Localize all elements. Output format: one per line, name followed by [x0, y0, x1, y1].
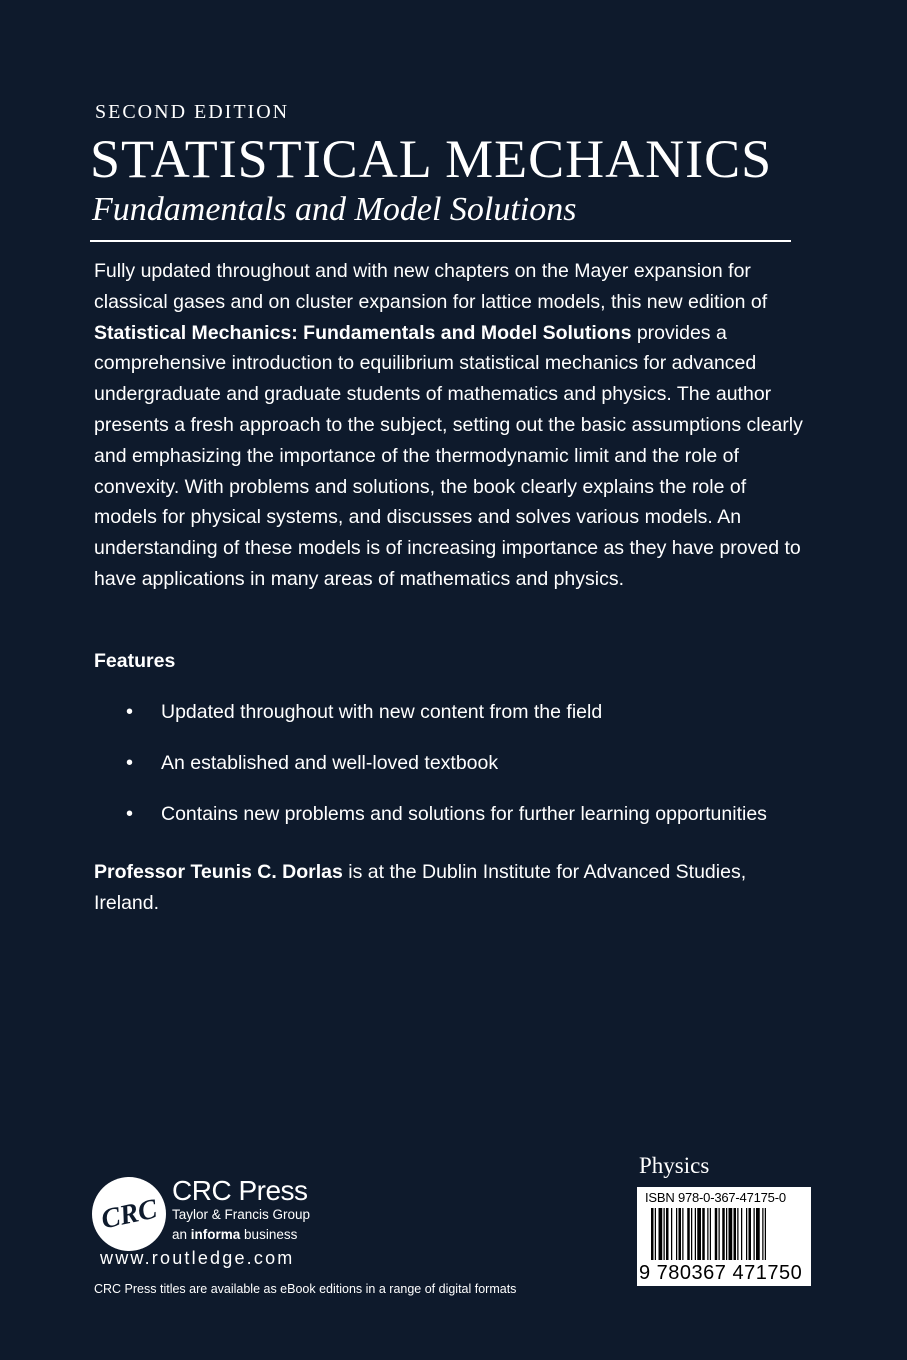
- author-affiliation: is at the Dublin Institute for Advanced Studies, Ireland.: [94, 861, 747, 914]
- barcode-bar: [746, 1208, 747, 1260]
- ebook-note: CRC Press titles are available as eBook editions in a range of digital formats: [94, 1282, 517, 1296]
- publisher-group: Taylor & Francis Group: [172, 1207, 311, 1222]
- barcode-bar: [687, 1208, 690, 1260]
- barcode-bar: [676, 1208, 677, 1260]
- crc-logo-text: CRC: [98, 1193, 160, 1236]
- barcode-bar: [765, 1208, 766, 1260]
- barcode-bar: [719, 1208, 720, 1260]
- subject-category: Physics: [639, 1153, 710, 1178]
- barcode-bar: [671, 1208, 672, 1260]
- barcode-bar: [655, 1208, 656, 1260]
- feature-text: Contains new problems and solutions for further learning opportunities: [161, 803, 767, 825]
- edition-label: SECOND EDITION: [95, 101, 290, 123]
- barcode-bar: [651, 1208, 654, 1260]
- barcode-bar: [762, 1208, 763, 1260]
- barcode-digits: 9 780367 471750: [639, 1262, 803, 1284]
- barcode-bar: [682, 1208, 683, 1260]
- barcode-bar: [754, 1208, 755, 1260]
- informa-bold: informa: [190, 1227, 241, 1242]
- features-list: [94, 698, 767, 851]
- description-text-start: Fully updated throughout and with new chapters on the Mayer expansion for classical gases and on cluster expansion for lattice models, this new edition of: [94, 260, 768, 313]
- crc-logo-icon: [91, 1176, 167, 1252]
- description-text-end: provides a comprehensive introduction to equilibrium statistical mechanics for advanced undergraduate and graduate students of mathematics and physics. The author presents a fresh approach to the subject, setting out the basic assumptions clearly and emphasizing the importance of the thermodynamic limit and the role of convexity. With problems and solutions, the book clearly explains the role of models for physical systems, and discusses and solves various models. An understanding of these models is of increasing importance as they have proved to have applications in many areas of mathematics and physics.: [94, 321, 803, 590]
- bullet-icon: •: [126, 803, 134, 825]
- barcode-bar: [737, 1208, 738, 1260]
- feature-item: [94, 698, 767, 749]
- features-heading: Features: [94, 650, 176, 672]
- book-title: STATISTICAL MECHANICS: [90, 129, 773, 189]
- publisher-name: CRC Press: [172, 1175, 308, 1206]
- barcode-bar: [664, 1208, 665, 1260]
- description-paragraph: [94, 256, 809, 595]
- barcode-bar: [726, 1208, 727, 1260]
- feature-item: [94, 800, 767, 851]
- barcode-bar: [734, 1208, 737, 1260]
- title-rule: [90, 240, 791, 242]
- informa-prefix: an: [172, 1227, 191, 1242]
- author-bio: [94, 857, 809, 919]
- barcode-bar: [702, 1208, 705, 1260]
- feature-text: An established and well-loved textbook: [161, 752, 499, 774]
- book-subtitle: Fundamentals and Model Solutions: [92, 191, 577, 228]
- isbn-label: ISBN 978-0-367-47175-0: [645, 1190, 786, 1205]
- description-bold-title: Statistical Mechanics: Fundamentals and Model Solutions: [94, 321, 632, 344]
- publisher-website: www.routledge.com: [100, 1248, 295, 1268]
- author-name: Professor Teunis C. Dorlas: [94, 861, 343, 883]
- barcode-bar: [749, 1208, 752, 1260]
- barcode-bar: [710, 1208, 711, 1260]
- publisher-informa: [172, 1226, 297, 1244]
- barcode-bar: [691, 1208, 692, 1260]
- barcode-bar: [695, 1208, 696, 1260]
- barcode-bar: [722, 1208, 725, 1260]
- barcode-bar: [741, 1208, 742, 1260]
- barcode-bar: [715, 1208, 718, 1260]
- barcode-bar: [666, 1208, 669, 1260]
- informa-suffix: business: [240, 1227, 298, 1242]
- feature-text: Updated throughout with new content from the field: [161, 701, 603, 723]
- barcode-bar: [756, 1208, 760, 1260]
- bullet-icon: •: [126, 752, 134, 774]
- barcode-bar: [659, 1208, 663, 1260]
- barcode-box: [637, 1187, 811, 1286]
- barcode-bar: [729, 1208, 733, 1260]
- barcode-bar: [707, 1208, 708, 1260]
- barcode-bar: [697, 1208, 701, 1260]
- feature-item: [94, 749, 767, 800]
- bullet-icon: •: [126, 701, 134, 723]
- barcode-bar: [679, 1208, 682, 1260]
